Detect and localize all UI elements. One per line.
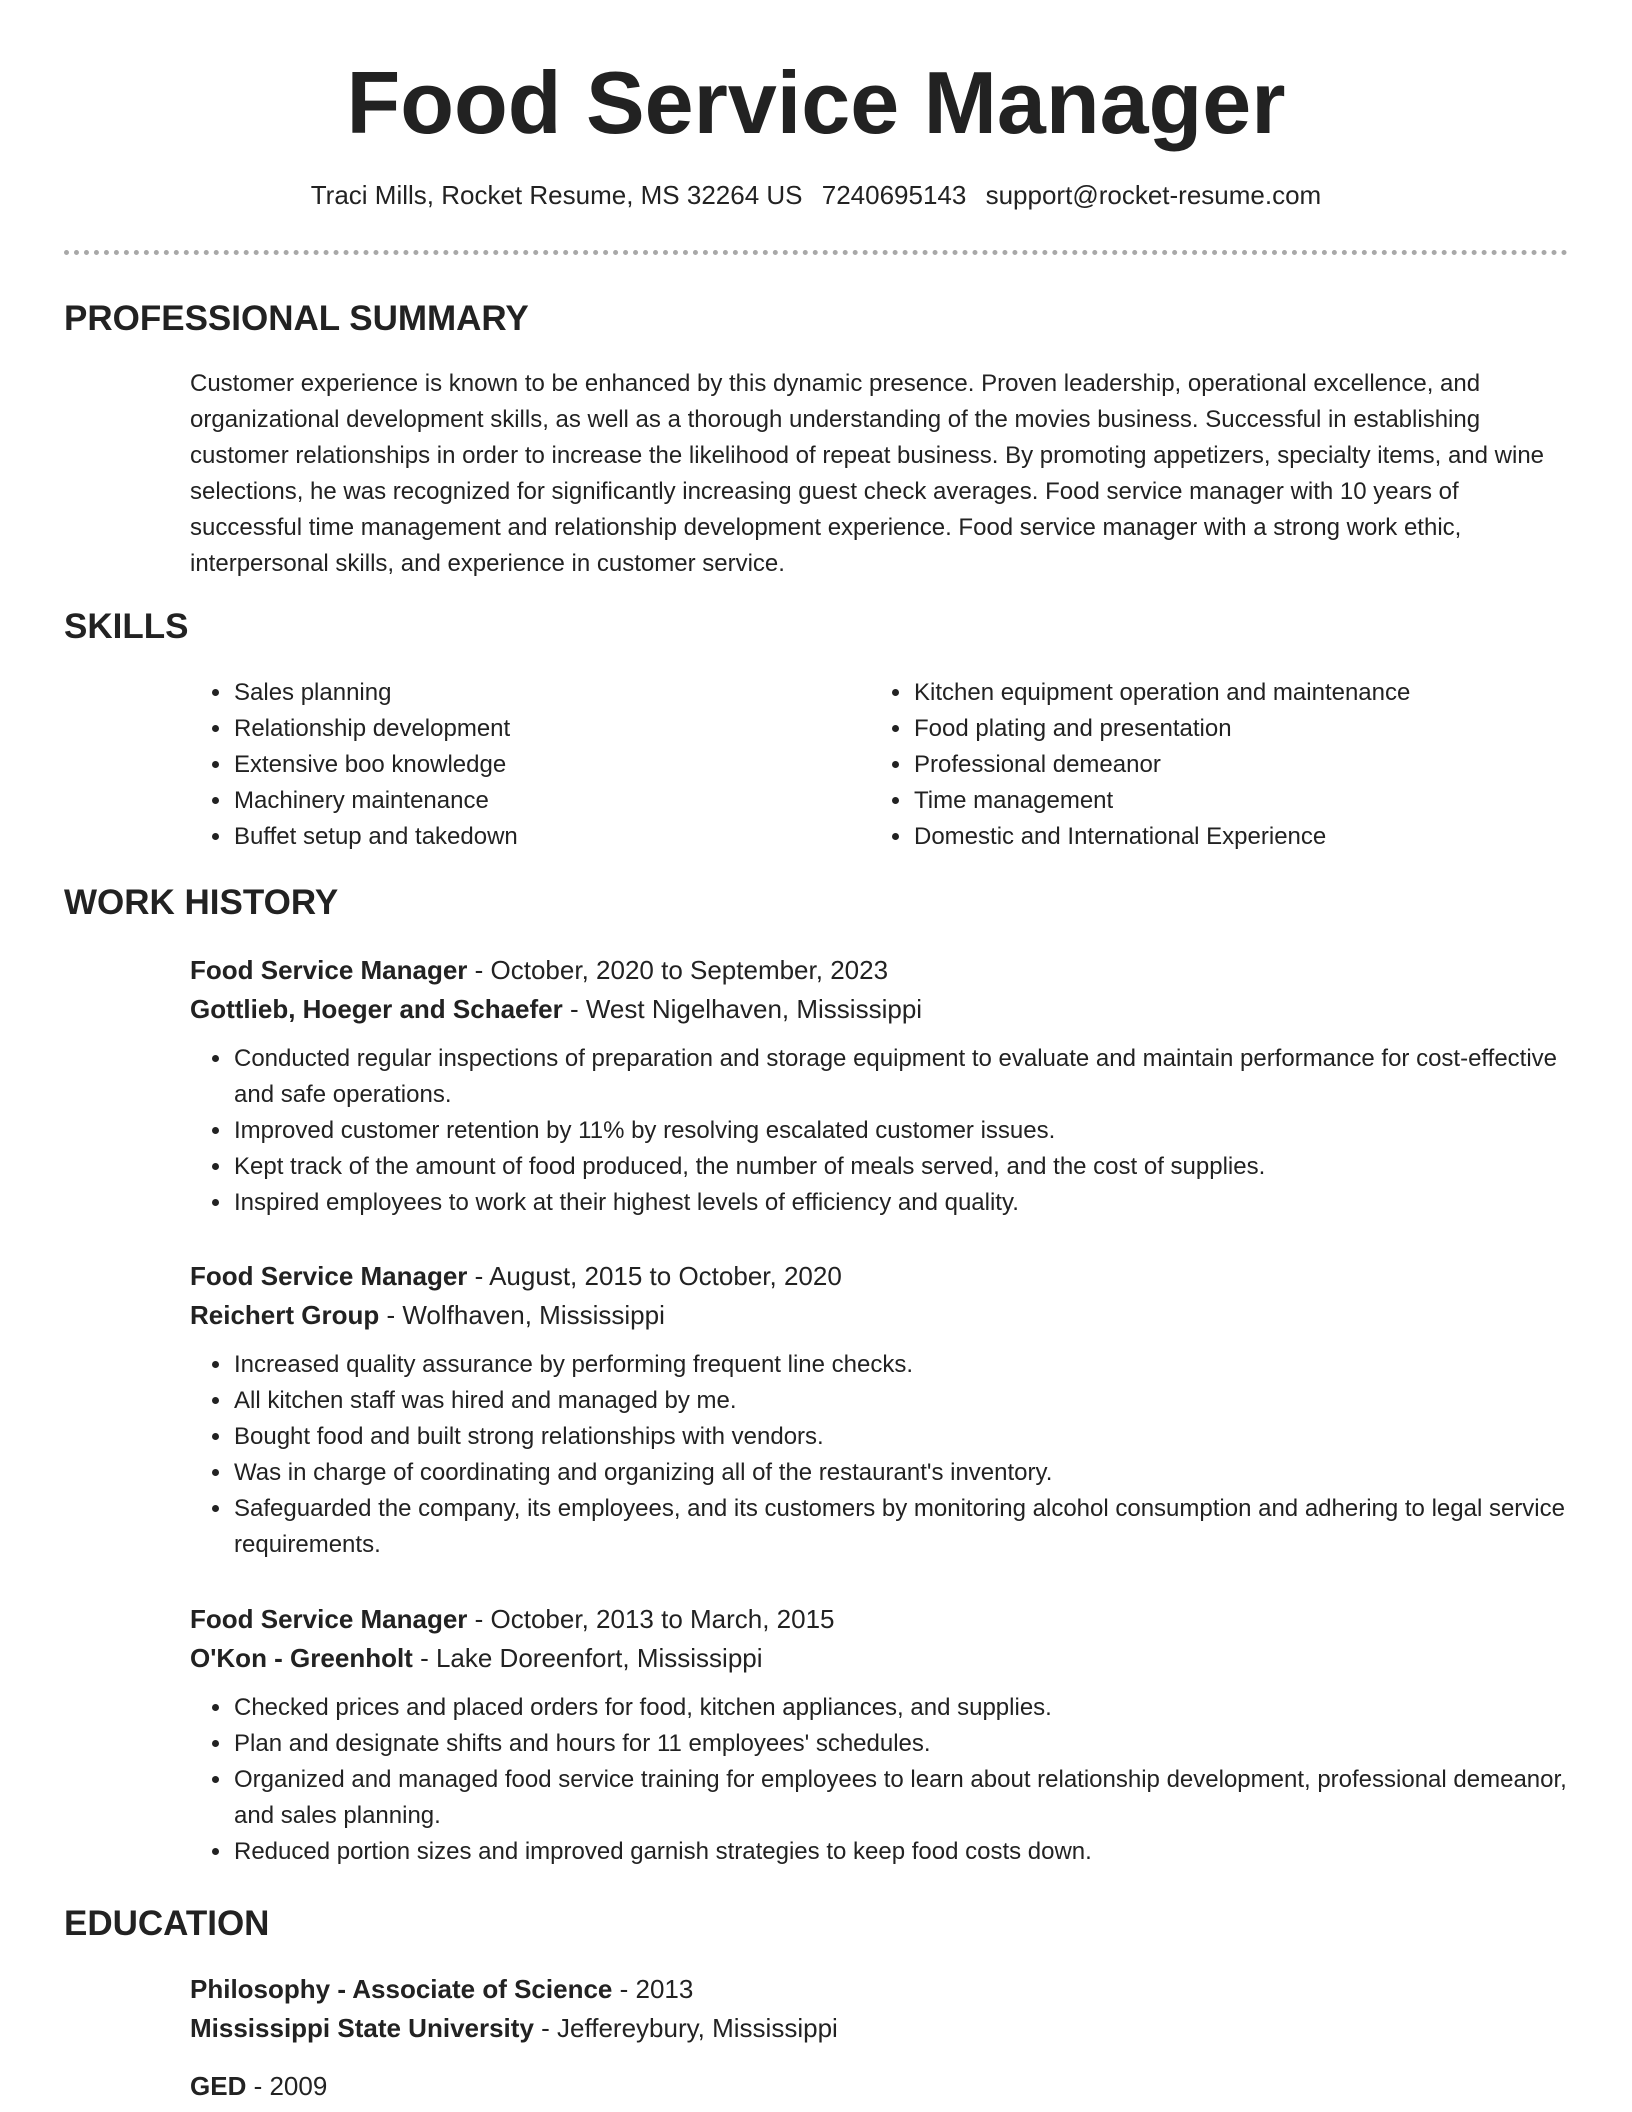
job-bullet: • All kitchen staff was hired and managed by me. bbox=[233, 1383, 1570, 1419]
job-bullet: • Was in charge of coordinating and organizing all of the restaurant's inventory. bbox=[233, 1455, 1570, 1491]
job-company: O'Kon - Greenholt bbox=[190, 1643, 413, 1673]
job-bullet: • Reduced portion sizes and improved garnish strategies to keep food costs down. bbox=[233, 1834, 1570, 1870]
job-bullets bbox=[190, 1690, 1570, 1870]
job-bullets bbox=[190, 1347, 1570, 1563]
contact-phone: 7240695143 bbox=[821, 180, 967, 210]
contact-email: support@rocket-resume.com bbox=[985, 180, 1322, 210]
job-bullet: • Bought food and built strong relationships with vendors. bbox=[233, 1419, 1570, 1455]
job-location: - Lake Doreenfort, Mississippi bbox=[412, 1643, 763, 1673]
education-degree-line bbox=[190, 1970, 1570, 2009]
job-entry bbox=[190, 951, 1570, 1221]
job-bullet: • Inspired employees to work at their highest levels of efficiency and quality. bbox=[233, 1185, 1570, 1221]
education-location: - Jeffereybury, Mississippi bbox=[533, 2013, 838, 2043]
education-school-line bbox=[190, 2009, 1570, 2048]
skill-item: • Time management bbox=[913, 783, 1570, 819]
job-company: Reichert Group bbox=[190, 1300, 380, 1330]
job-title: Food Service Manager bbox=[190, 1604, 468, 1634]
job-entry bbox=[190, 1600, 1570, 1870]
job-company-line bbox=[190, 990, 1570, 1029]
job-bullet: • Increased quality assurance by performing frequent line checks. bbox=[233, 1347, 1570, 1383]
education-degree: GED bbox=[190, 2071, 247, 2101]
skill-item: • Extensive boo knowledge bbox=[233, 747, 830, 783]
job-bullet: • Checked prices and placed orders for food, kitchen appliances, and supplies. bbox=[233, 1690, 1570, 1726]
job-bullet: • Kept track of the amount of food produced, the number of meals served, and the cost of supplies. bbox=[233, 1149, 1570, 1185]
education-heading: EDUCATION bbox=[64, 1904, 270, 1943]
skill-item: • Domestic and International Experience bbox=[913, 819, 1570, 855]
job-title: Food Service Manager bbox=[190, 955, 468, 985]
skill-item: • Kitchen equipment operation and maintenance bbox=[913, 675, 1570, 711]
job-title-line bbox=[190, 1257, 1570, 1296]
job-bullets bbox=[190, 1041, 1570, 1221]
job-entry bbox=[190, 1257, 1570, 1563]
skills-heading: SKILLS bbox=[64, 607, 189, 646]
skills-list-left bbox=[190, 675, 830, 855]
contact-line bbox=[0, 180, 1632, 211]
job-title-line bbox=[190, 1600, 1570, 1639]
skill-item: • Relationship development bbox=[233, 711, 830, 747]
education-year: - 2009 bbox=[246, 2071, 328, 2101]
job-dates: - October, 2013 to March, 2015 bbox=[467, 1604, 835, 1634]
job-title: Food Service Manager bbox=[190, 1261, 468, 1291]
skill-item: • Professional demeanor bbox=[913, 747, 1570, 783]
job-bullet: • Organized and managed food service training for employees to learn about relationship development, professional demeanor, and sales planning. bbox=[233, 1762, 1570, 1834]
job-company: Gottlieb, Hoeger and Schaefer bbox=[190, 994, 563, 1024]
education-degree: Philosophy - Associate of Science bbox=[190, 1974, 613, 2004]
page-title: Food Service Manager bbox=[346, 53, 1286, 152]
education-school: Mississippi State University bbox=[190, 2013, 534, 2043]
job-bullet: • Conducted regular inspections of preparation and storage equipment to evaluate and maintain performance for cost-effective and safe operations. bbox=[233, 1041, 1570, 1113]
job-location: - Wolfhaven, Mississippi bbox=[379, 1300, 665, 1330]
summary-text: Customer experience is known to be enhanced by this dynamic presence. Proven leadership, operational excellence, and organizational development skills, as well as a thorough understanding of the movies business. Successful in establishing customer relationships in order to increase the likelihood of repeat business. By promoting appetizers, specialty items, and wine selections, he was recognized for significantly increasing guest check averages. Food service manager with 10 years of successful time management and relationship development experience. Food service manager with a strong work ethic, interpersonal skills, and experience in customer service. bbox=[190, 370, 1545, 577]
summary-heading: PROFESSIONAL SUMMARY bbox=[64, 299, 529, 338]
skill-item: • Food plating and presentation bbox=[913, 711, 1570, 747]
skill-item: • Sales planning bbox=[233, 675, 830, 711]
job-bullet: • Plan and designate shifts and hours for 11 employees' schedules. bbox=[233, 1726, 1570, 1762]
work-history-heading: WORK HISTORY bbox=[64, 883, 339, 922]
education-degree-line bbox=[190, 2067, 1570, 2106]
contact-address: Traci Mills, Rocket Resume, MS 32264 US bbox=[310, 180, 803, 210]
job-company-line bbox=[190, 1639, 1570, 1678]
job-title-line bbox=[190, 951, 1570, 990]
job-bullet: • Improved customer retention by 11% by resolving escalated customer issues. bbox=[233, 1113, 1570, 1149]
job-location: - West Nigelhaven, Mississippi bbox=[562, 994, 923, 1024]
job-bullet: • Safeguarded the company, its employees, and its customers by monitoring alcohol consumption and adhering to legal service requirements. bbox=[233, 1491, 1570, 1563]
job-company-line bbox=[190, 1296, 1570, 1335]
education-entry bbox=[190, 2067, 1570, 2106]
skill-item: • Buffet setup and takedown bbox=[233, 819, 830, 855]
skill-item: • Machinery maintenance bbox=[233, 783, 830, 819]
education-year: - 2013 bbox=[612, 1974, 694, 2004]
skills-list-right bbox=[870, 675, 1570, 855]
job-dates: - August, 2015 to October, 2020 bbox=[467, 1261, 842, 1291]
education-entry bbox=[190, 1970, 1570, 2048]
job-dates: - October, 2020 to September, 2023 bbox=[467, 955, 889, 985]
header-divider bbox=[64, 250, 1568, 255]
